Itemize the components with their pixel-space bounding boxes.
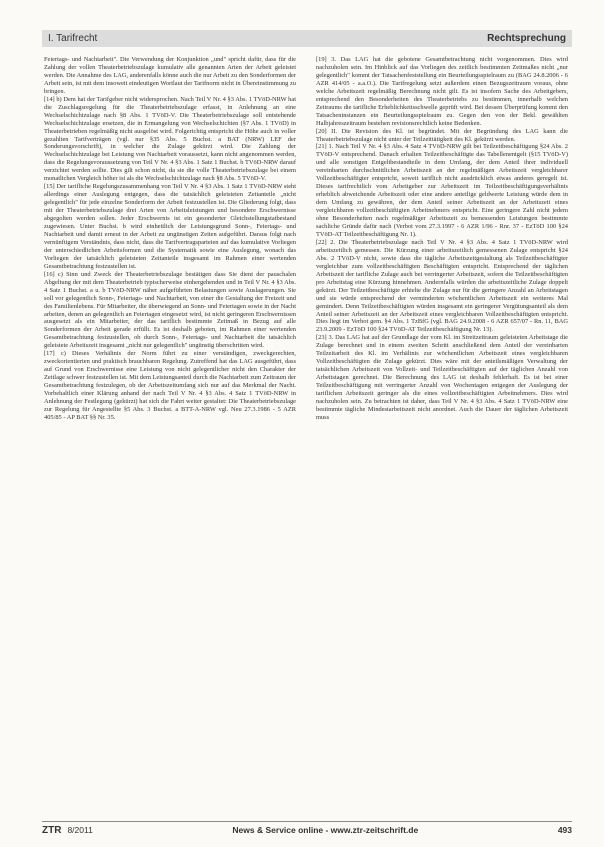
header-section: I. Tarifrecht xyxy=(48,33,98,44)
page-number: 493 xyxy=(557,825,572,835)
paragraph: [14] b) Dem hat der Tarifgeber nicht widersprochen. Nach Teil V Nr. 4 §3 Abs. 1 TVöD-NRW hat die Zuschlagsregelung für die Theaterbetriebszulage erfasst, in Anlehnung an eine Wechselschichtzulage nach §8 Abs. 1 TVöD-V. Die Theaterbetriebszulage soll entstehende Wechselschichtzulage ersetzen, die in Ermangelung von Wechselschichten (§7 Abs. 1 TVöD) in Theaterbetrieben regelmäßig nicht ausgelöst wird. Folgerichtig entspricht die Höhe auch in voller gezahlten Tarifverträgen (vgl. nur §35 Abs. 5 Buchst. a BAT (NRW) LEF der Sonderungsvorschrift), in welcher die Zulage gekürzt wird. Die Zahlung der Wechselschichtzulage bei Leistung von Nachtarbeit voraussetzt, kann nicht angenommen werden, dass die Regelungsvoraussetzung von Teil V Nr. 4 §3 Abs. 1 Satz 1 Buchst. b TVöD-NRW darauf verzichtet werden sollte. Dies gilt schon nicht, da sie die volle Theaterbetriebszulage bei einem monatlichen Vergleich höher ist als die Wechselschichtzulage nach §8 Abs. 5 TVöD-V. xyxy=(44,95,296,183)
paragraph: [16] c) Sinn und Zweck der Theaterbetriebszulage bestätigen dass Sie dient der pauschalen Abgeltung der mit dem Theaterbetrieb typischerweise einhergehenden und in Teil V Nr. 4 §3 Abs. 4 Satz 1 Buchst. a u. b TVöD-NRW näher aufgeführten Belastungen sowie Auslagerungen. Sie soll vor gelegentlich Sonn-, Feiertags- und Nachtarbeit, von einer die Gestaltung der Freizeit und des Familienlebens. Für Mitarbeiter, die überwiegend an Sonn- und Feiertagen sowie in der Nacht arbeiten, denen an gelegentlich an Feiertagen eingesetzt wird, ist nicht geringeren Erschwernissen ausgesetzt als ein Mitarbeiter, der das tariflich bestimmte Zeitmaß in Bezug auf alle Sonderformen der Arbeit gerade erfüllt. Es ist deshalb geboten, im Rahmen einer wertenden Gesamtbetrachtung festzustellen, ob durch Sonn-, Feiertags- und Nachtarbeit die tatsächlich geleistete Arbeitszeit insgesamt „nicht nur gelegentlich" ungünstig überschritten wird. xyxy=(44,270,296,350)
paragraph: [15] Der tarifliche Regelungszusammenhang von Teil V Nr. 4 §3 Abs. 1 Satz 1 TVöD-NRW steht allerdings einer Auslegung entgegen, dass die tatsächlich geleisteten Zeitanteile „nicht gelegentlich" für jede einzelne Sonderform der Arbeit festzustellen ist. Die Gliederung folgt, dass mit der Theaterbetriebszulage drei Arten von Arbeitsleistungen und besondere Erschwernisse abgegolten werden sollen. Jeder Erschwernis ist ein gesonderter Gleichstellungstatbestand zugewiesen. Unter Buchst. b wird einheitlich der Leistungsgrund Sonn-, Feiertags- und Nachtarbeit und damit erneut in der Arbeit zu ungünstigen Zeiten aufgeführt. Daraus folgt nach vernünftigem Verständnis, dass nicht, dass die Tarifvertragsparteien auf das kumulative Vorliegen der unterschiedlichen Arbeitsformen und die Systematik sowie eine Auslegung, wonach das Vorliegen der tatsächlich geleisteten Zeitanteile insgesamt im Rahmen einer wertenden Gesamtbetrachtung festzustellen ist. xyxy=(44,183,296,270)
right-column xyxy=(316,56,568,810)
left-column xyxy=(44,56,296,810)
footer-issue: 8/2011 xyxy=(67,825,93,835)
paragraph: [17] c) Dieses Verhältnis der Norm führt zu einer verständigen, zweckgerechten, zweckorientierten und praktisch brauchbaren Regelung. Zutreffend hat das LAG ausgeführt, dass auf Grund von Erschwernisse eine Leistung von nicht gelegentlicher nicht den Charakter der Zeitlage schwer festzustellen ist. Mit dem Leistungsanteil durch die Nachtarbeit zum Zeitraum der Gesamtbetrachtung festzulegen, ob der Arbeitszeitumfang sich nur auf das Merkmal der Nacht. Vorbehaltlich einer Klärung anhand der nach Teil V Nr. 4 §3 Abs. 4 Satz 1 TVöD-NRW in Anlehnung der Festlegung (gekürzt) hat sich die Fahrt weiter gestaltet: Die Theaterbetriebszulage zur Regelung für Angestellte §5 Abs. 3 Buchst. a BTT-A-NRW vgl. Neu 27.3.1986 - 5 AZR 405/85 - AP BAT §§ Nr. 35. xyxy=(44,350,296,421)
header-category: Rechtsprechung xyxy=(487,33,566,44)
paragraph: [20] II. Die Revision des Kl. ist begründet. Mit der Begründung des LAG kann die Theaterbetriebszulage nicht unter der Teilzeittätigkeit des Kl. gekürzt werden. xyxy=(316,127,568,143)
page-footer xyxy=(42,821,572,835)
page-header xyxy=(42,30,572,47)
paragraph: [19] 3. Das LAG hat die gebotene Gesamtbetrachtung nicht vorgenommen. Dies wird nachzuholen sein. Im Hinblick auf das Vorliegen des zeitlich bestimmten Zeitmaßes nicht „nur gelegentlich" kommt der Tatsachenfeststellung ein Beurteilungsspielraum zu (BAG 24.8.2006 - 6 AZR 414/05 - a.a.O.). Die Tarifregelung setzt außerdem einen Bezugszeitraum voraus, ohne welche Arbeitszeit regelmäßig Berechnung nicht gilt. Es ist insofern Sache des Arbeitgebers, entsprechend den Besonderheiten des Theaterbetriebs zu bestimmen, innerhalb welchen Zeitraums die tarifliche Erheblichkeitsschwelle geprüft wird. Bei dessen Überprüfung kommt den Tatsacheninstanzen ein Beurteilungsspielraum zu. Gegen den von der Bekl. gewählten Halbjahreszeitraum bestehen revisionsrechtlich keine Bedenken. xyxy=(316,56,568,127)
footer-brand: ZTR xyxy=(42,824,62,836)
paragraph: [21] 1. Nach Teil V Nr. 4 §3 Abs. 4 Satz 4 TVöD-NRW gilt bei Teilzeitbeschäftigung §24 Abs. 2 TVöD-V entsprechend. Danach erhalten Teilzeitbeschäftigte das Tabellenentgelt (§15 TVöD-V) und alle sonstigen Entgeltbestandteile in dem Umfang, der dem Anteil ihrer individuell vereinbarten durchschnittlichen Arbeitszeit an der regelmäßigen Arbeitszeit vergleichbarer Vollzeitbeschäftigter entspricht, soweit tariflich nicht ausdrücklich etwas anderes geregelt ist. Dieses tarifrechtlich vom Arbeitgeber zur Arbeitszeit im Teilzeitbeschäftigungsverhältnis erheblich abweichende Arbeitszeit oder eine andere anteilige geldwerte Leistung würde dem in dem Umfang zu gewähren, der dem Anteil seiner Arbeitszeit an der Arbeitszeit eines vergleichbaren vollzeitbeschäftigten Arbeitnehmers entspricht. Eine geringere Zahl nicht jedem ohne Besonderheiten nach regelmäßiger Arbeitszeit zu bemessenden Leistungen bestimmte sachliche Gründe dafür nach (Verbot vom 27.3.1997 - 6 AZR 1/96 - Rnr. 37 - EzTöD 100 §24 TVöD-AT Teilzeitbeschäftigung Nr. 1). xyxy=(316,143,568,238)
paragraph: Feiertags- und Nachtarbeit". Die Verwendung der Konjunktion „und" spricht dafür, dass für die Zahlung der vollen Theaterbetriebszulage kumulativ alle genannten Arten der Arbeit geleistet werden. Die Annahme des LAG, anderenfalls könne auch die nur Arbeit zu den Sonderformen der Arbeit sein, ist mit dem insoweit eindeutigen Wortlaut der Tarifnorm nicht in Übereinstimmung zu bringen. xyxy=(44,56,296,95)
paragraph: [22] 2. Die Theaterbetriebszulage nach Teil V Nr. 4 §3 Abs. 4 Satz 1 TVöD-NRW wird arbeitszeitlich gemessen. Die Kürzung einer arbeitszeitlich gemessenen Zulage entspricht §24 Abs. 2 TVöD-V nicht, sowie dass die tägliche Arbeitszeitgestaltung als Teilzeitbeschäftigter vergleichbar zum vollzeitbeschäftigten Beschäftigten entspricht. Entsprechend der täglichen Arbeitszeit der tarifliche Zulage auch bei verringerter Arbeitszeit, sofern die Teilzeitbeschäftigten pro Arbeitstag eine Kürzung hinnehmen. Andernfalls würden die arbeitszeitliche Zulage doppelt gekürzt. Der Teilzeitbeschäftigte erhielte die Zulage nur für die geringere Anzahl an Arbeitstagen und sie würde entsprechend der verminderten wöchentlichen Arbeitszeit ein weiteres Mal gemindert. Denn Teilzeitbeschäftigten würden insgesamt ein geringerer Vergütungsanteil als dem Anteil seiner Arbeitszeit an der Arbeitszeit eines vergleichbaren Vollzeitbeschäftigten entspricht. Dies liegt im Verbot gem. §4 Abs. 1 TzBfG (vgl. BAG 24.9.2008 - 6 AZR 657/07 - Rn. 11, BAG 23.9.2009 - EzTöD 100 §24 TVöD-AT Teilzeitbeschäftigung Nr. 13). xyxy=(316,238,568,334)
paragraph: [23] 3. Das LAG hat auf der Grundlage der vom Kl. im Streitzeitraum geleisteten Arbeitstage die Zulage berechnet und in einem zweiten Schritt anschließend dem Anteil der vereinbarten Teilzeitarbeit des Kl. im Verhältnis zur wöchentlichen Arbeitszeit eines vergleichbaren Vollzeitbeschäftigten die Zulage gekürzt. Dies wäre mit der anteilsmäßigen Verwaltung der tatsächlichen Arbeitszeit von Vollzeit- und Teilzeitbeschäftigten auf der täglichen Anzahl von Arbeitstagen gerechnet. Die Berechnung des LAG ist deshalb fehlerhaft. Es ist bei einer Teilzeitbeschäftigung mit verringerter Anzahl von Wochentagen entgegen der Auslegung der tariflichen Arbeitszeit geringer als die eines vollzeitbeschäftigten Arbeitnehmers. Dies wird nachzuholen sein. Zu betrachten ist daher, dass Teil V Nr. 4 §3 Abs. 4 Satz 1 TVöD-NRW eine bestimmte tägliche Mindestarbeitszeit nicht anordnet. Auch die Dauer der täglichen Arbeitszeit muss xyxy=(316,334,568,421)
footer-website: News & Service online - www.ztr-zeitschrift.de xyxy=(232,825,419,835)
